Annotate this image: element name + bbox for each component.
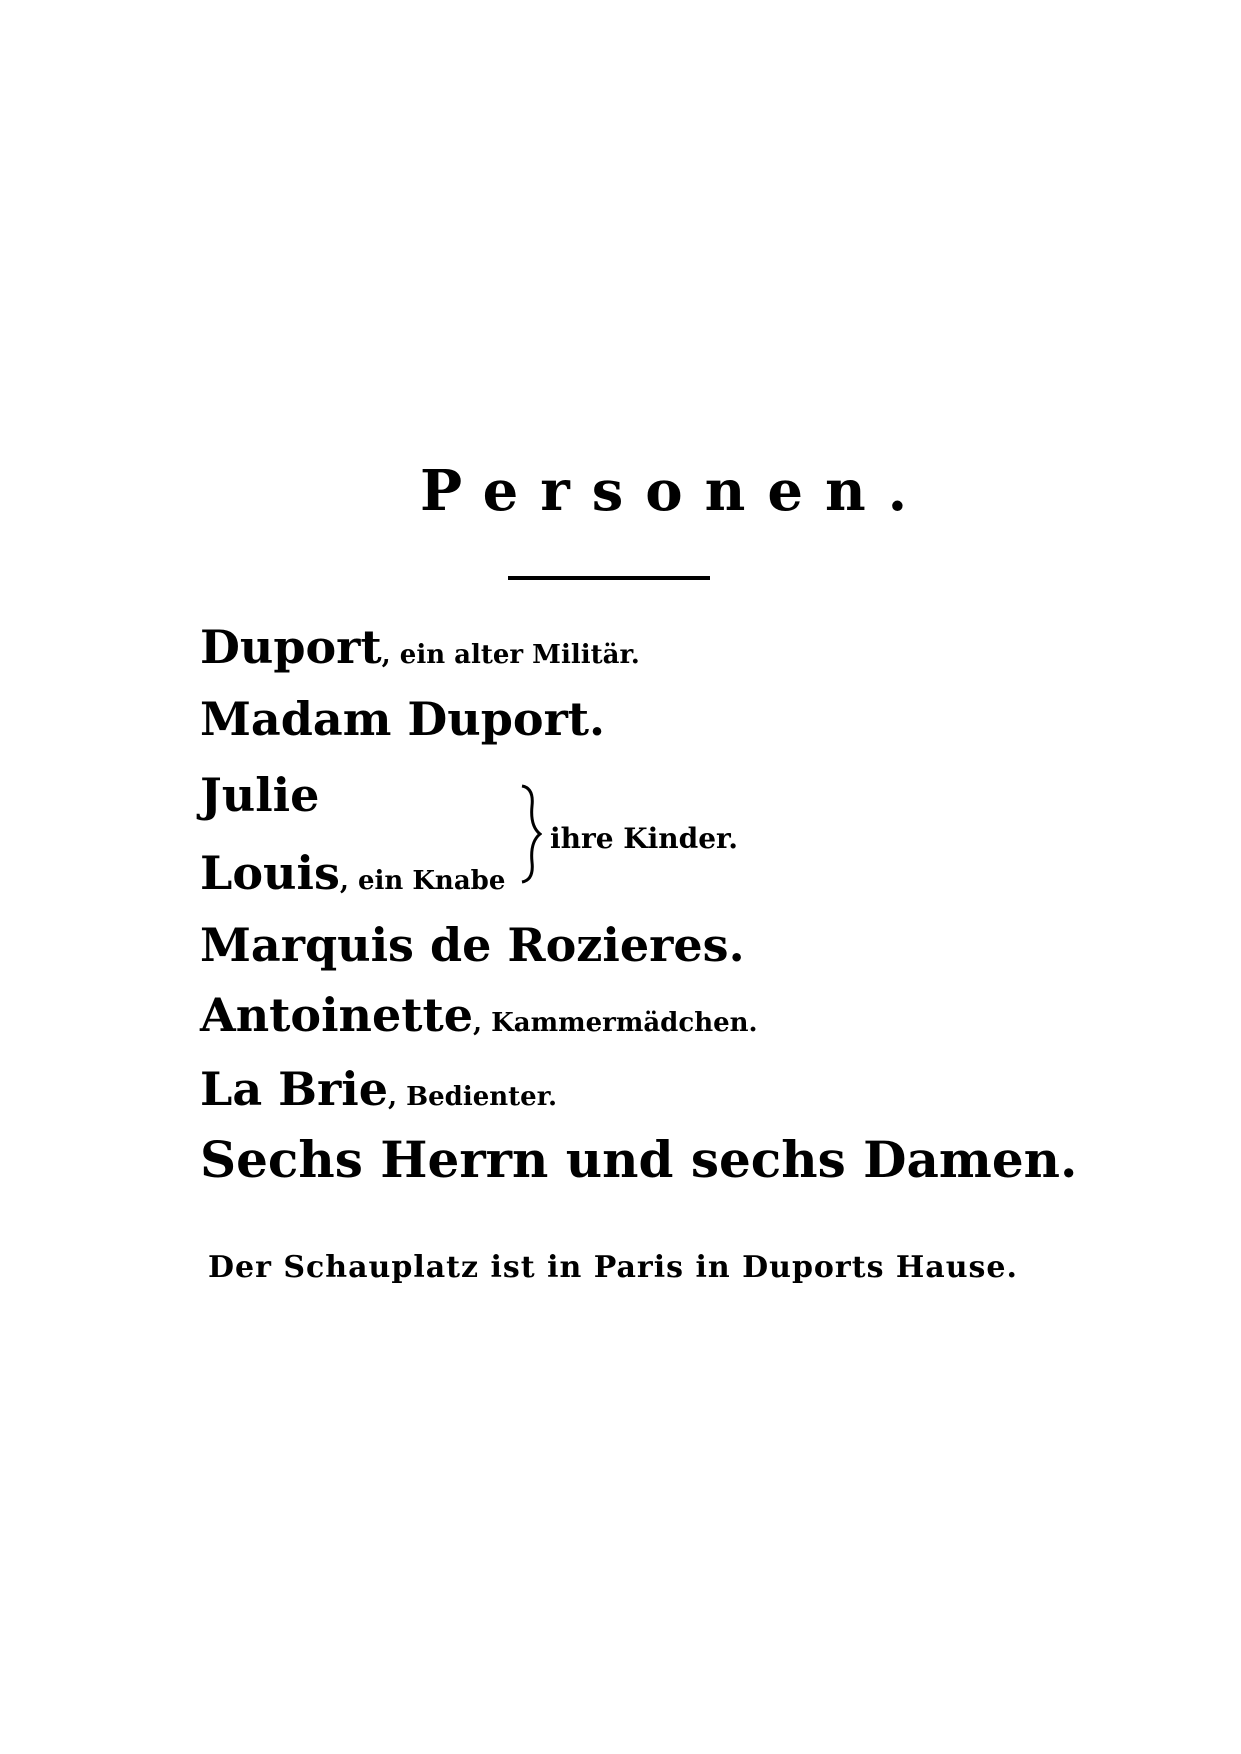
cast-name: Madam Duport. [200,692,606,746]
cast-name: La Brie [200,1062,389,1116]
cast-description: , Bedienter. [388,1082,558,1112]
cast-description: , ein Knabe [339,866,506,896]
curly-brace-icon [520,784,542,884]
page-title: Personen. [420,458,930,524]
setting-note: Der Schauplatz ist in Paris in Duports Hause. [208,1250,1018,1285]
cast-name: Louis [200,846,340,900]
cast-entry-duport [200,620,640,674]
cast-name: Sechs Herrn und sechs Damen. [200,1130,1078,1189]
cast-entry-antoinette [200,988,758,1042]
cast-name: Julie [200,768,320,822]
children-label: ihre Kinder. [550,822,738,855]
cast-description: , ein alter Militär. [381,640,640,670]
cast-entry-ensemble [200,1130,1077,1189]
cast-entry-julie [200,768,319,822]
cast-entry-la-brie [200,1062,557,1116]
cast-entry-madam-duport [200,692,605,746]
cast-entry-marquis [200,918,745,972]
title-rule [508,576,710,580]
cast-name: Antoinette [200,988,474,1042]
cast-name: Marquis de Rozieres. [200,918,745,972]
cast-entry-louis [200,846,505,900]
cast-description: , Kammermädchen. [473,1008,758,1038]
cast-name: Duport [200,620,382,674]
